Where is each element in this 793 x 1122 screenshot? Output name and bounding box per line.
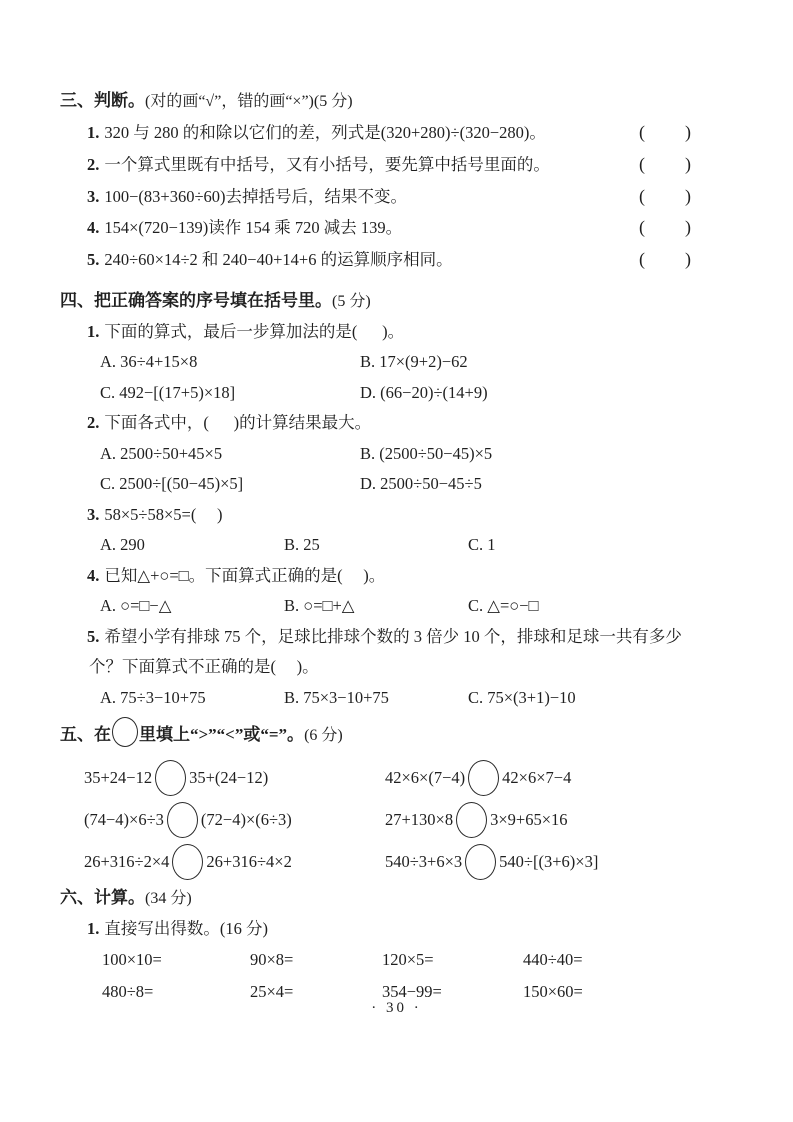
section-judge: [60, 86, 733, 276]
section-compare-title-pre: 五、在: [60, 725, 111, 745]
judge-answer-bracket[interactable]: [639, 149, 691, 180]
compare-cell: [385, 844, 733, 880]
expression-right: (72−4)×(6÷3): [200, 810, 292, 830]
expression-right: 35+(24−12): [189, 768, 269, 788]
calc-expression[interactable]: 120×5=: [382, 950, 434, 970]
option-b: B. 17×(9+2)−62: [360, 352, 468, 372]
bracket-open: (: [639, 122, 645, 142]
page-number: · 30 ·: [371, 1000, 422, 1016]
bracket-close: ): [685, 153, 691, 174]
option-b: B. 75×3−10+75: [284, 687, 389, 707]
answer-circle[interactable]: [172, 844, 203, 880]
compare-cell: [84, 844, 385, 880]
judge-item-1: [60, 117, 733, 149]
section-choice-title: 四、把正确答案的序号填在括号里。: [60, 290, 332, 310]
section-judge-title: 三、判断。: [60, 91, 145, 110]
question-text: 已知△+○=□。下面算式正确的是( )。: [104, 565, 386, 585]
section-calc: [60, 883, 733, 1008]
option-b: B. (2500÷50−45)×5: [360, 443, 493, 463]
choice-q1-options-cd: [60, 378, 733, 409]
bracket-close: ): [685, 122, 691, 142]
judge-item-2: [60, 149, 733, 181]
section-calc-heading: [60, 883, 733, 914]
judge-item-number: 5.: [87, 250, 100, 270]
choice-q5-stem-line2: [60, 652, 733, 683]
choice-q3-stem: [60, 500, 733, 531]
sub-number: 1.: [87, 919, 100, 939]
expression-left: 26+316÷2×4: [84, 852, 170, 872]
bracket-open: (: [639, 185, 645, 206]
bracket-close: ): [685, 217, 691, 238]
calc-expression[interactable]: 90×8=: [250, 950, 294, 970]
judge-item-number: 4.: [87, 218, 100, 238]
option-c: C. 492−[(17+5)×18]: [100, 382, 236, 402]
option-d: D. (66−20)÷(14+9): [360, 382, 488, 402]
section-compare: [60, 717, 733, 883]
answer-circle[interactable]: [456, 802, 487, 838]
judge-item-5: [60, 244, 733, 276]
option-c: C. 75×(3+1)−10: [468, 687, 576, 707]
choice-q3-options: [60, 530, 733, 561]
judge-item-3: [60, 181, 733, 213]
choice-q2-options-cd: [60, 469, 733, 500]
option-c: C. 1: [468, 535, 496, 555]
bracket-open: (: [639, 249, 645, 270]
judge-item-text: 320 与 280 的和除以它们的差，列式是(320+280)÷(320−280)。: [104, 123, 546, 142]
question-text: 个？下面算式不正确的是( )。: [89, 657, 319, 677]
calc-expression[interactable]: 150×60=: [523, 982, 583, 1002]
compare-cell: [385, 802, 733, 838]
choice-q1-stem: [60, 317, 733, 348]
expression-left: (74−4)×6÷3: [84, 810, 164, 830]
compare-row-1: [60, 757, 733, 799]
option-a: A. 290: [100, 535, 145, 555]
choice-q5-stem-line1: [60, 622, 733, 653]
question-number: 2.: [87, 413, 100, 433]
calc-expression[interactable]: 440÷40=: [523, 950, 583, 970]
section-choice: [60, 285, 733, 714]
expression-left: 27+130×8: [385, 810, 454, 830]
choice-q4-stem: [60, 561, 733, 592]
option-d: D. 2500÷50−45÷5: [360, 474, 482, 494]
section-judge-heading: [60, 86, 733, 117]
question-number: 3.: [87, 504, 100, 524]
compare-rows: [60, 757, 733, 883]
option-b: B. 25: [284, 535, 320, 555]
calc-row-1: [60, 944, 733, 976]
judge-item-text: 240÷60×14÷2 和 240−40+14+6 的运算顺序相同。: [104, 250, 453, 270]
judge-item-number: 3.: [87, 186, 100, 206]
question-text: 下面各式中，( )的计算结果最大。: [104, 413, 372, 433]
option-c: C. 2500÷[(50−45)×5]: [100, 474, 244, 494]
compare-cell: [84, 802, 385, 838]
judge-answer-bracket[interactable]: [639, 117, 691, 148]
section-compare-title-post: 里填上“>”“<”或“=”。: [139, 725, 305, 745]
calc-expression[interactable]: 100×10=: [102, 950, 162, 970]
choice-q1-options-ab: [60, 347, 733, 378]
section-choice-heading: [60, 285, 733, 317]
expression-left: 42×6×(7−4): [385, 768, 466, 788]
section-calc-title: 六、计算。: [60, 888, 145, 908]
calc-sub-heading: [60, 914, 733, 944]
judge-item-text: 一个算式里既有中括号，又有小括号，要先算中括号里面的。: [104, 154, 550, 174]
judge-item-4: [60, 212, 733, 244]
compare-cell: [385, 760, 733, 796]
question-number: 1.: [87, 321, 100, 341]
calc-expression[interactable]: 354−99=: [382, 982, 442, 1002]
expression-right: 42×6×7−4: [502, 768, 572, 788]
choice-q5-options: [60, 683, 733, 714]
option-c: C. △=○−□: [468, 596, 539, 616]
judge-item-text: 100−(83+360÷60)去掉括号后，结果不变。: [104, 186, 408, 206]
calc-expression[interactable]: 480÷8=: [102, 982, 154, 1002]
judge-item-number: 1.: [87, 123, 100, 142]
question-number: 5.: [87, 626, 100, 646]
question-number: 4.: [87, 565, 100, 585]
question-text: 58×5÷58×5=( ): [104, 504, 223, 524]
choice-q2-stem: [60, 408, 733, 439]
judge-answer-bracket[interactable]: [639, 244, 691, 275]
section-compare-score: (6 分): [304, 727, 343, 745]
option-b: B. ○=□+△: [284, 596, 355, 616]
sub-score: (16 分): [219, 919, 268, 939]
option-a: A. ○=□−△: [100, 596, 172, 616]
section-compare-heading: [60, 717, 733, 751]
option-a: A. 75÷3−10+75: [100, 687, 206, 707]
answer-circle[interactable]: [155, 760, 186, 796]
choice-q4-options: [60, 591, 733, 622]
compare-row-3: [60, 841, 733, 883]
sub-text: 直接写出得数。: [104, 919, 220, 939]
expression-right: 26+316÷4×2: [206, 852, 292, 872]
answer-circle[interactable]: [465, 844, 496, 880]
answer-circle[interactable]: [468, 760, 499, 796]
compare-cell: [84, 760, 385, 796]
judge-item-text: 154×(720−139)读作 154 乘 720 减去 139。: [104, 218, 403, 238]
question-text: 希望小学有排球 75 个，足球比排球个数的 3 倍少 10 个，排球和足球一共有多少: [104, 626, 682, 646]
expression-left: 35+24−12: [84, 768, 153, 788]
question-text: 下面的算式，最后一步算加法的是( )。: [104, 321, 405, 341]
answer-circle[interactable]: [167, 802, 198, 838]
option-a: A. 36÷4+15×8: [100, 352, 198, 372]
compare-row-2: [60, 799, 733, 841]
option-a: A. 2500÷50+45×5: [100, 443, 223, 463]
bracket-open: (: [639, 153, 645, 174]
expression-left: 540÷3+6×3: [385, 852, 463, 872]
choice-q2-options-ab: [60, 439, 733, 470]
calc-expression[interactable]: 25×4=: [250, 982, 294, 1002]
section-choice-score: (5 分): [332, 292, 371, 310]
compare-circle-icon: [112, 717, 138, 747]
section-judge-note: (对的画“√”，错的画“×”)(5 分): [145, 93, 353, 110]
expression-right: 3×9+65×16: [490, 810, 568, 830]
bracket-open: (: [639, 217, 645, 238]
section-calc-score: (34 分): [145, 890, 192, 908]
judge-answer-bracket[interactable]: [639, 212, 691, 243]
judge-item-number: 2.: [87, 154, 100, 174]
expression-right: 540÷[(3+6)×3]: [499, 852, 599, 872]
bracket-close: ): [685, 249, 691, 270]
bracket-close: ): [685, 185, 691, 206]
judge-answer-bracket[interactable]: [639, 181, 691, 212]
